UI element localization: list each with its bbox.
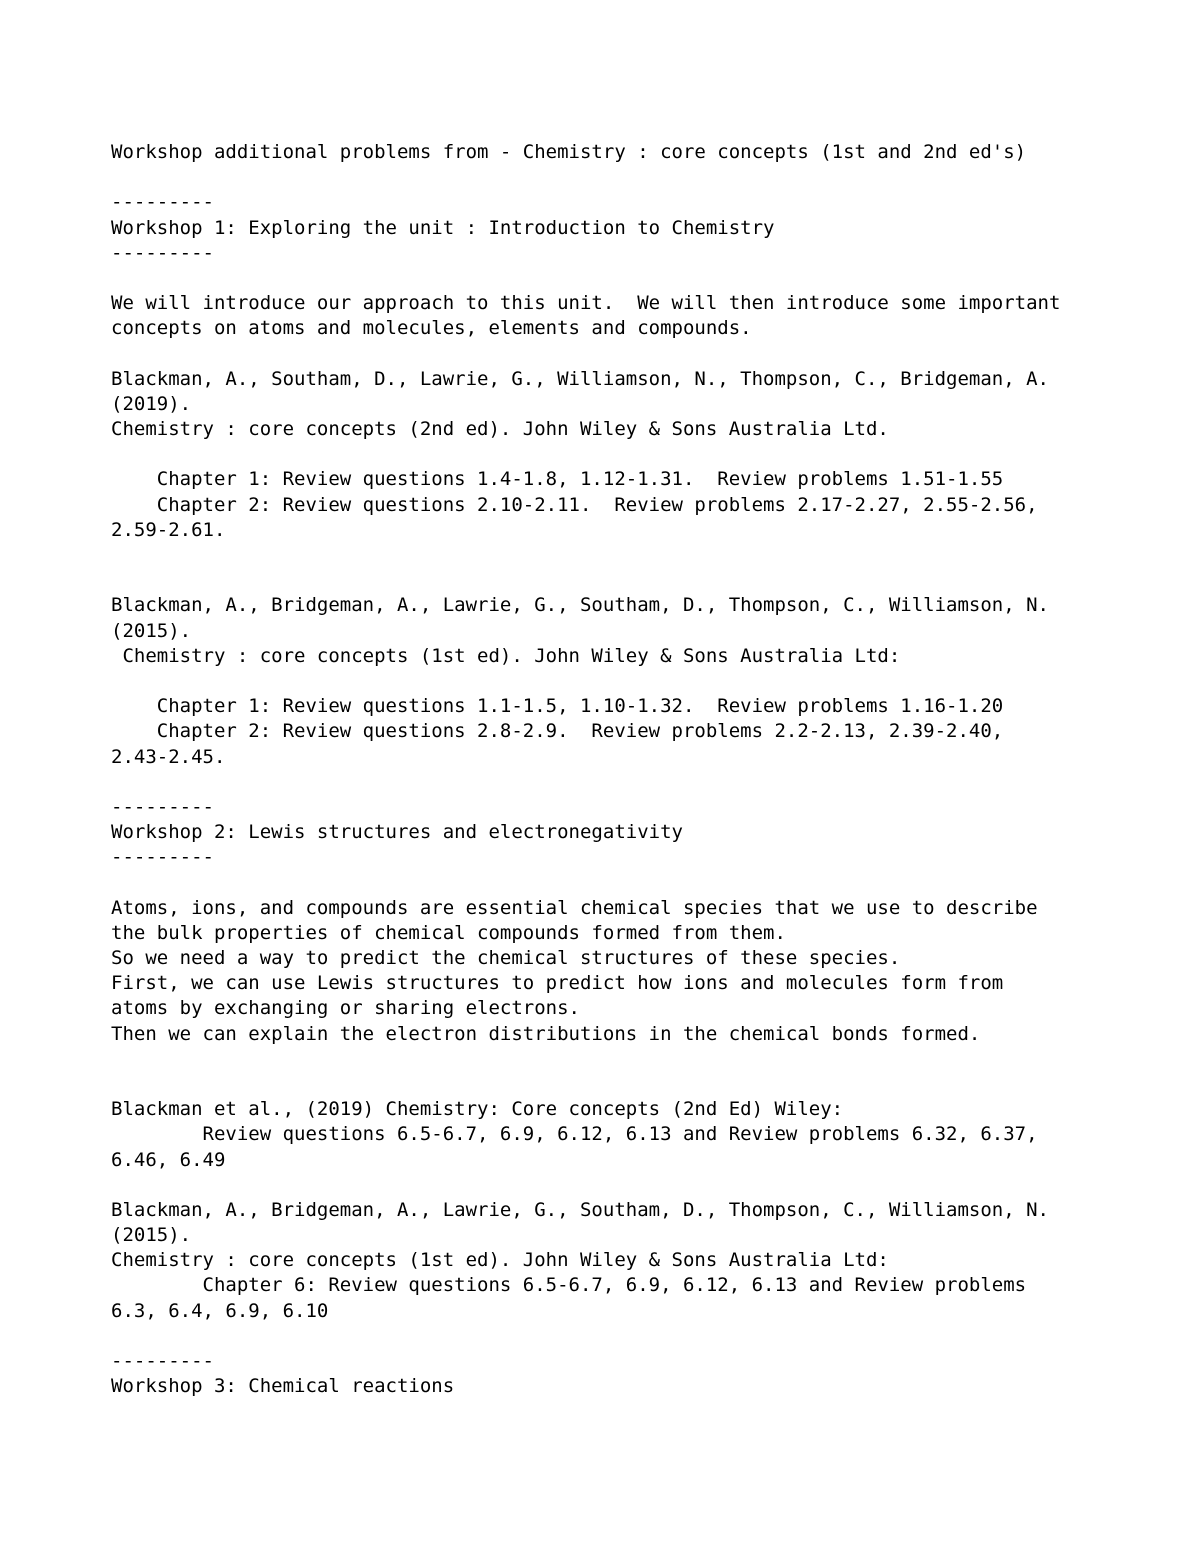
document-text: [111, 140, 1171, 1399]
text-line: 2.43-2.45.: [111, 745, 226, 768]
text-line: Chapter 2: Review questions 2.8-2.9. Review problems 2.2-2.13, 2.39-2.40,: [111, 720, 1004, 743]
text-line: (2019).: [111, 392, 192, 415]
text-line: ---------: [111, 241, 214, 264]
text-line: [111, 1173, 1171, 1198]
text-line: Chapter 2: Review questions 2.10-2.11. Review problems 2.17-2.27, 2.55-2.56,: [111, 493, 1038, 516]
text-line: (2015).: [111, 619, 192, 642]
text-line: ---------: [111, 795, 214, 818]
text-line: Chapter 6: Review questions 6.5-6.7, 6.9, 6.12, 6.13 and Review problems: [111, 1274, 1027, 1297]
text-line: (2015).: [111, 1224, 192, 1247]
text-line: [111, 342, 1171, 367]
text-line: Then we can explain the electron distributions in the chemical bonds formed.: [111, 1022, 981, 1045]
text-line: Workshop 2: Lewis structures and electronegativity: [111, 821, 683, 844]
text-line: Workshop 3: Chemical reactions: [111, 1375, 455, 1398]
text-line: [111, 1324, 1171, 1349]
text-line: ---------: [111, 191, 214, 214]
text-line: ---------: [111, 846, 214, 869]
text-line: atoms by exchanging or sharing electrons.: [111, 997, 580, 1020]
text-line: Chemistry : core concepts (1st ed). John Wiley & Sons Australia Ltd:: [111, 644, 901, 667]
text-line: the bulk properties of chemical compounds formed from them.: [111, 921, 786, 944]
text-line: Blackman et al., (2019) Chemistry: Core concepts (2nd Ed) Wiley:: [111, 1098, 844, 1121]
text-line: [111, 266, 1171, 291]
text-line: Blackman, A., Bridgeman, A., Lawrie, G., Southam, D., Thompson, C., Williamson, N.: [111, 1198, 1049, 1221]
text-line: 6.3, 6.4, 6.9, 6.10: [111, 1299, 329, 1322]
text-line: So we need a way to predict the chemical structures of these species.: [111, 947, 901, 969]
text-line: [111, 870, 1171, 895]
text-line: concepts on atoms and molecules, elements and compounds.: [111, 317, 752, 340]
text-line: We will introduce our approach to this unit. We will then introduce some important: [111, 292, 1061, 315]
text-line: [111, 1072, 1171, 1097]
text-line: [111, 1047, 1171, 1072]
text-line: Blackman, A., Bridgeman, A., Lawrie, G., Southam, D., Thompson, C., Williamson, N.: [111, 594, 1049, 617]
text-line: [111, 770, 1171, 795]
text-line: 2.59-2.61.: [111, 518, 226, 541]
text-line: Chapter 1: Review questions 1.1-1.5, 1.10-1.32. Review problems 1.16-1.20: [111, 695, 1004, 718]
text-line: [111, 543, 1171, 568]
text-line: Atoms, ions, and compounds are essential chemical species that we use to describe: [111, 896, 1038, 919]
text-line: [111, 165, 1171, 190]
text-line: Chapter 1: Review questions 1.4-1.8, 1.12-1.31. Review problems 1.51-1.55: [111, 468, 1004, 491]
text-line: Chemistry : core concepts (2nd ed). John Wiley & Sons Australia Ltd.: [111, 418, 889, 441]
text-line: Workshop additional problems from - Chemistry : core concepts (1st and 2nd ed's): [111, 141, 1027, 163]
text-line: ---------: [111, 1350, 214, 1372]
text-line: Blackman, A., Southam, D., Lawrie, G., Williamson, N., Thompson, C., Bridgeman, A.: [111, 367, 1049, 390]
text-line: [111, 442, 1171, 467]
text-line: [111, 669, 1171, 694]
text-line: Chemistry : core concepts (1st ed). John Wiley & Sons Australia Ltd:: [111, 1249, 889, 1272]
text-line: Review questions 6.5-6.7, 6.9, 6.12, 6.13 and Review problems 6.32, 6.37,: [111, 1123, 1038, 1146]
text-line: Workshop 1: Exploring the unit : Introduction to Chemistry: [111, 216, 775, 239]
text-line: First, we can use Lewis structures to predict how ions and molecules form from: [111, 972, 1004, 995]
text-line: 6.46, 6.49: [111, 1148, 226, 1171]
text-line: [111, 568, 1171, 593]
